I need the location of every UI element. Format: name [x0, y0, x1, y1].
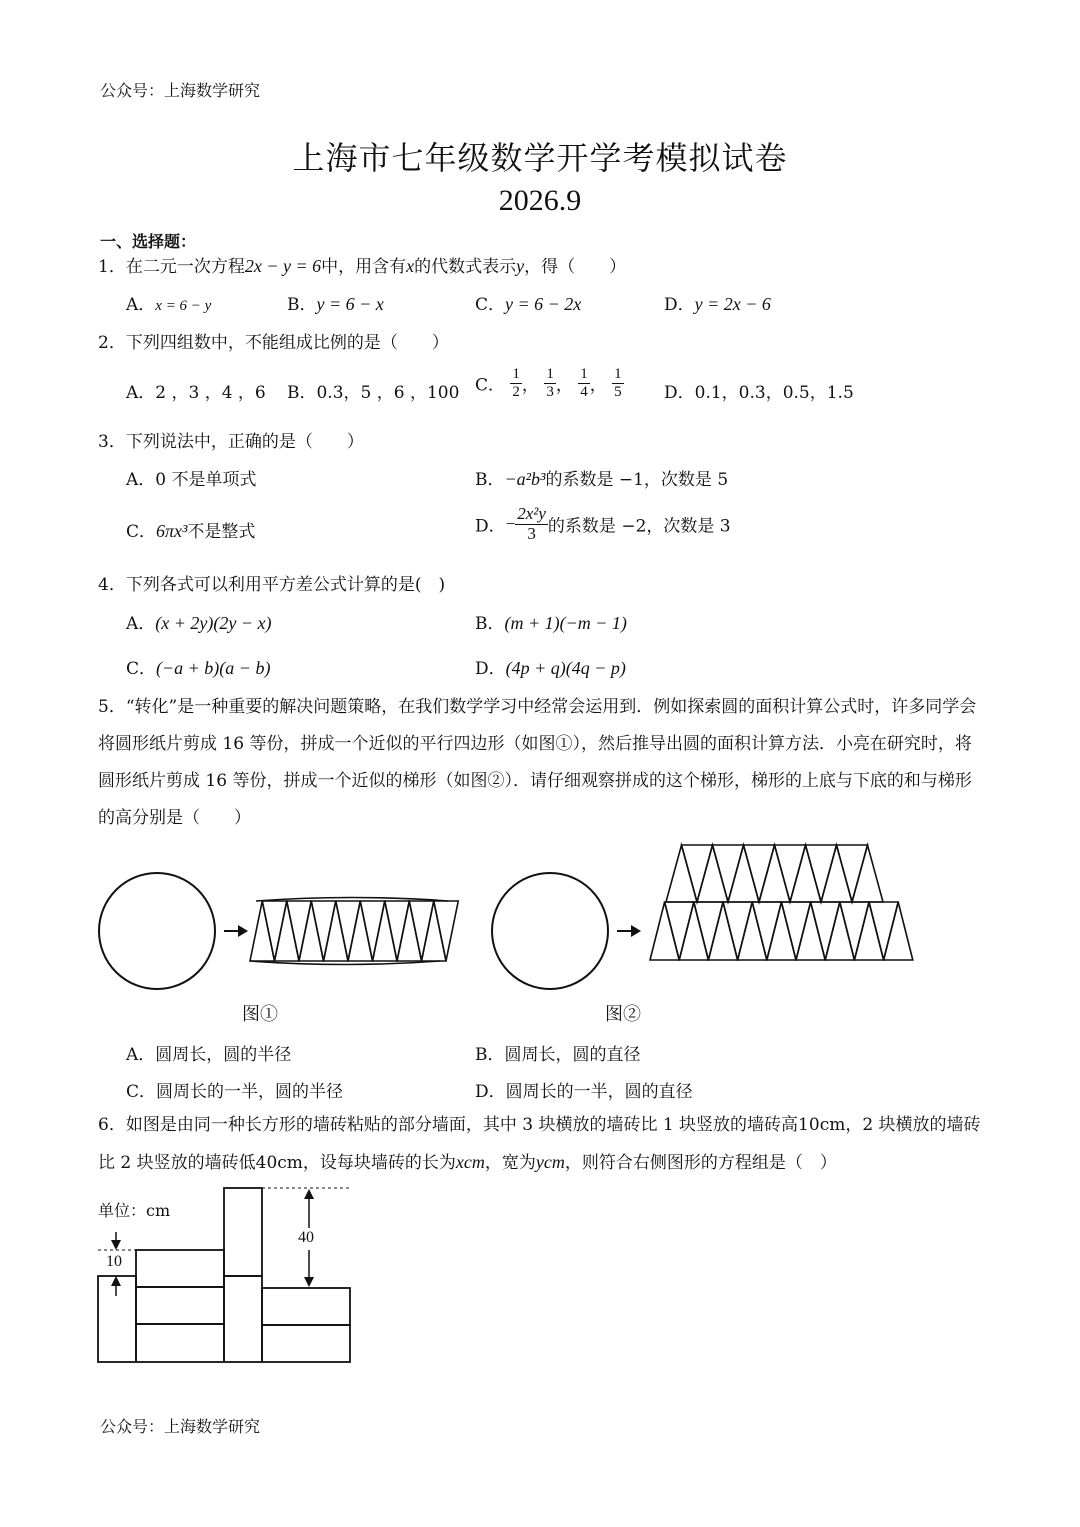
q2-option-d[interactable]: D．0.1，0.3，0.5，1.5	[664, 383, 854, 403]
sector	[840, 902, 869, 960]
sector	[852, 845, 883, 902]
arrow-10-up	[111, 1276, 121, 1286]
question-5-stem: 5．“转化”是一种重要的解决问题策略，在我们数学学习中经常会运用到．例如探索圆的面积计算公式时，许多同学会将圆形纸片剪成 16 等份，拼成一个近似的平行四边形（如图①），然后推导出圆的面积计算方法．小亮在研究时，将圆形纸片剪成 16 等份，拼成一个近似的梯形（如图②）．请仔细观察拼成的这个梯形，梯形的上底与下底的和与梯形的高分别是（ ）	[98, 697, 977, 828]
sector	[324, 901, 349, 961]
sector	[275, 901, 300, 961]
q1-option-b[interactable]: B．y = 6 − x	[287, 294, 384, 315]
sector	[434, 901, 459, 961]
question-6-stem: 6．如图是由同一种长方形的墙砖粘贴的部分墙面，其中 3 块横放的墙砖比 1 块竖放的墙砖高10cm，2 块横放的墙砖比 2 块竖放的墙砖低40cm，设每块墙砖的长为xcm，宽为ycm，则符合右侧图形的方程组是（ ）	[98, 1115, 981, 1173]
fig2-trapezoid	[650, 845, 913, 960]
q3-option-a[interactable]: A．0 不是单项式	[126, 470, 257, 490]
brick-horizontal-right-2	[262, 1325, 350, 1362]
brick-horizontal-2	[136, 1287, 224, 1324]
sector	[806, 845, 837, 902]
fig1-circle	[99, 873, 215, 989]
sector-arcs	[250, 898, 448, 965]
exam-date: 2026.9	[498, 184, 582, 217]
fig-label-40: 40	[298, 1229, 314, 1246]
fig2-circle	[492, 873, 608, 989]
sector	[738, 902, 767, 960]
q2-option-b[interactable]: B．0.3，5 ，6 ，100	[287, 383, 460, 403]
sector	[336, 901, 361, 961]
sector	[299, 901, 324, 961]
sector	[348, 901, 373, 961]
q4-option-a[interactable]: A．(x + 2y)(2y − x)	[126, 613, 272, 634]
sector	[767, 902, 796, 960]
sector	[790, 845, 821, 902]
fig1-parallelogram	[250, 898, 458, 965]
sector	[422, 901, 447, 961]
sector	[311, 901, 336, 961]
sector	[694, 902, 723, 960]
question-2-stem: 2．下列四组数中，不能组成比例的是（ ）	[98, 333, 449, 353]
sector	[650, 902, 679, 960]
sector	[679, 902, 708, 960]
q5-option-b[interactable]: B．圆周长，圆的直径	[475, 1045, 641, 1065]
fig2-label: 图②	[605, 1004, 641, 1025]
q4-option-b[interactable]: B．(m + 1)(−m − 1)	[475, 613, 627, 634]
question-4-stem: 4．下列各式可以利用平方差公式计算的是( )	[98, 575, 446, 595]
sector	[708, 902, 737, 960]
sector	[373, 901, 398, 961]
brick-vertical-bottom	[224, 1276, 262, 1362]
q2-option-a[interactable]: A．2 ，3 ，4 ，6	[126, 383, 266, 403]
sector	[728, 845, 759, 902]
sector	[759, 845, 790, 902]
sector	[250, 901, 275, 961]
sector	[775, 845, 806, 902]
fig1-arrowhead	[238, 925, 248, 937]
q2-option-c[interactable]: C． $\frac{1}{2}$ ， $\frac{1}{3}$ ， $\frac{1}{4}$ ， $\frac{1}{5}$	[475, 366, 622, 400]
sector	[723, 902, 752, 960]
page-footer: 公众号：上海数学研究	[100, 1417, 261, 1436]
brick-vertical-left	[98, 1276, 136, 1362]
sector	[821, 845, 852, 902]
sector	[682, 845, 713, 902]
q4-option-c[interactable]: C．(−a + b)(a − b)	[126, 658, 271, 679]
arrow-40-down	[304, 1277, 314, 1287]
sector	[713, 845, 744, 902]
question-1-stem: 1．在二元一次方程2x − y = 6中，用含有x的代数式表示y，得（ ）	[98, 256, 627, 277]
sector	[385, 901, 410, 961]
fig-label-10: 10	[106, 1253, 122, 1270]
sector	[837, 845, 868, 902]
sector	[744, 845, 775, 902]
q5-option-c[interactable]: C．圆周长的一半，圆的半径	[126, 1082, 344, 1102]
sector	[869, 902, 898, 960]
page-title: 上海市七年级数学开学考模拟试卷	[292, 139, 788, 177]
q3-option-c[interactable]: C．6πx³不是整式	[126, 521, 256, 542]
brick-horizontal-3	[136, 1324, 224, 1362]
sector	[287, 901, 312, 961]
sector	[825, 902, 854, 960]
brick-vertical-top	[224, 1188, 262, 1276]
fig2-arrowhead	[631, 925, 641, 937]
question-3-stem: 3．下列说法中，正确的是（ ）	[98, 432, 364, 452]
q5-option-a[interactable]: A．圆周长，圆的半径	[126, 1045, 292, 1065]
sector	[262, 901, 287, 961]
arrow-10-down	[111, 1240, 121, 1250]
brick-horizontal-right-1	[262, 1288, 350, 1325]
q1-option-c[interactable]: C．y = 6 − 2x	[475, 294, 582, 315]
fig1-label: 图①	[242, 1004, 278, 1025]
q4-option-d[interactable]: D．(4p + q)(4q − p)	[475, 658, 626, 679]
sector	[796, 902, 825, 960]
sector	[811, 902, 840, 960]
page-header: 公众号：上海数学研究	[100, 81, 261, 100]
fig-unit-label: 单位：cm	[98, 1201, 171, 1220]
q1-option-a[interactable]: A．x = 6 − y	[126, 295, 212, 315]
q1-option-d[interactable]: D．y = 2x − 6	[664, 294, 771, 315]
q3-option-d[interactable]: D．− $\frac{\text{2x²y}}{3}$ 的系数是 −2，次数是 3	[475, 504, 731, 543]
sector	[397, 901, 422, 961]
sector	[884, 902, 913, 960]
arrow-40-up	[304, 1189, 314, 1199]
sector	[666, 845, 697, 902]
sector	[854, 902, 883, 960]
sector	[409, 901, 434, 961]
sector	[781, 902, 810, 960]
section-heading: 一、选择题：	[100, 232, 197, 251]
sector	[665, 902, 694, 960]
q3-option-b[interactable]: B．−a²b³的系数是 −1，次数是 5	[475, 469, 729, 490]
sector	[360, 901, 385, 961]
sector	[752, 902, 781, 960]
brick-horizontal-1	[136, 1250, 224, 1287]
q5-option-d[interactable]: D．圆周长的一半，圆的直径	[475, 1082, 693, 1102]
sector	[697, 845, 728, 902]
